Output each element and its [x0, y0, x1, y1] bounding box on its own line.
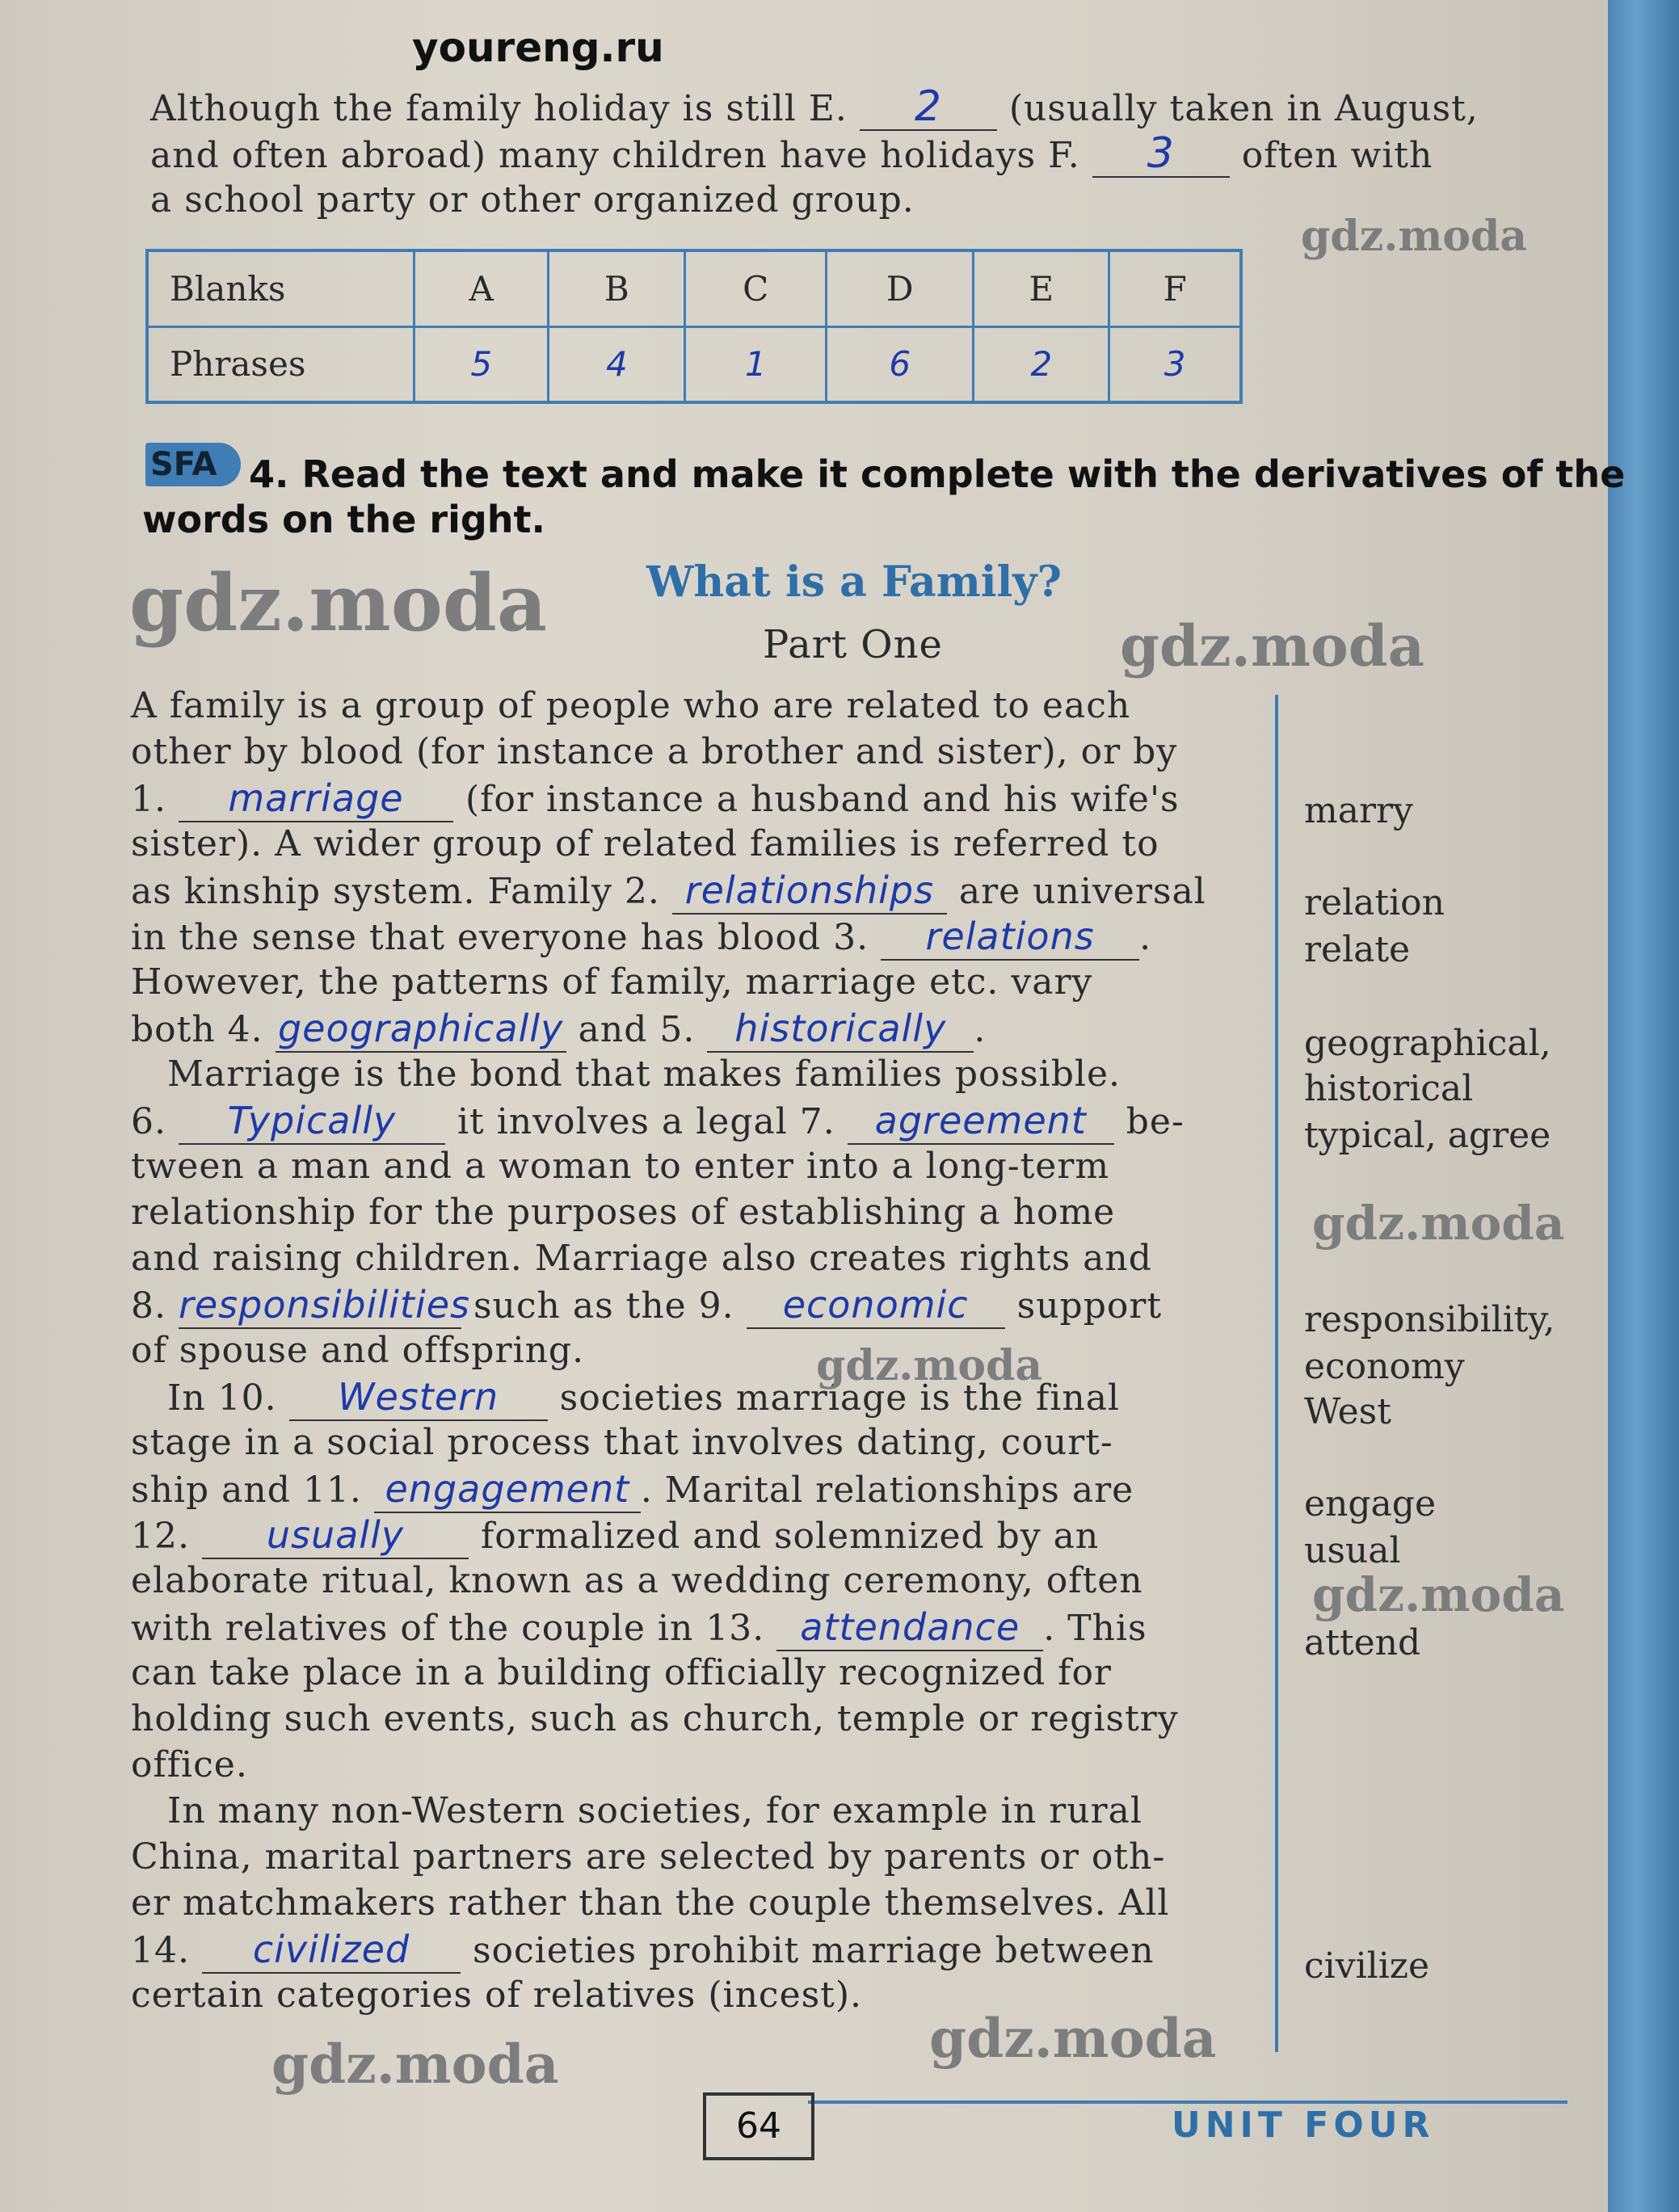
side-word: responsibility,	[1304, 1299, 1555, 1340]
side-word: attend	[1304, 1622, 1421, 1663]
table-row	[147, 326, 1241, 402]
text-segment: 1.	[131, 779, 179, 820]
text-line	[131, 868, 1206, 915]
table-header-cell: C	[685, 250, 827, 326]
text-line	[131, 1973, 862, 2018]
watermark: gdz.moda	[129, 557, 548, 649]
text-segment: . Marital relationships are	[640, 1470, 1134, 1511]
task-line-2: words on the right.	[142, 498, 546, 541]
table-row-label: Phrases	[147, 326, 414, 402]
text-segment: However, the patterns of family, marriage etc. vary	[131, 961, 1093, 1003]
table-header-cell: E	[974, 250, 1109, 326]
text-line	[131, 1236, 1152, 1281]
task-number: 4.	[249, 452, 289, 496]
table-header-cell: D	[827, 250, 974, 326]
text-segment: .	[1139, 917, 1152, 958]
table-header-cell: B	[549, 250, 685, 326]
page-number: 64	[703, 2092, 814, 2160]
answer-table	[145, 249, 1243, 404]
unit-label: UNIT FOUR	[1172, 2105, 1435, 2146]
text-line	[131, 960, 1092, 1005]
text-segment: as kinship system. Family 2.	[131, 871, 672, 912]
text-line	[131, 1466, 1134, 1513]
text-line	[131, 1789, 1142, 1834]
side-word: relation	[1304, 882, 1445, 923]
text-segment: sister). A wider group of related families is referred to	[131, 823, 1159, 864]
handwritten-answer: Typically	[179, 1098, 445, 1145]
text-line	[131, 1190, 1115, 1235]
text-line	[131, 1651, 1112, 1696]
intro-line-1	[150, 84, 1479, 132]
watermark: gdz.moda	[1120, 612, 1425, 679]
text-line	[131, 776, 1180, 822]
table-answer-cell: 2	[974, 326, 1109, 402]
intro-line-2	[150, 131, 1433, 179]
text-segment: and 5.	[566, 1009, 708, 1050]
text-segment: A family is a group of people who are related to each	[131, 685, 1131, 726]
site-name: youreng.ru	[412, 24, 664, 71]
text-line	[131, 1006, 986, 1053]
text-line	[131, 1144, 1109, 1189]
text-segment: office.	[131, 1744, 248, 1785]
text-segment: and raising children. Marriage also creates rights and	[131, 1238, 1152, 1279]
sfa-badge: SFA	[145, 443, 241, 486]
watermark: gdz.moda	[1312, 1196, 1565, 1251]
text-line	[131, 1098, 1185, 1145]
handwritten-answer: historically	[707, 1006, 974, 1053]
text-line	[131, 1052, 1121, 1097]
intro-text: (usually taken in August,	[1008, 88, 1479, 129]
table-answer-cell: 1	[685, 326, 827, 402]
column-divider	[1275, 695, 1278, 2052]
table-answer-cell: 3	[1109, 326, 1241, 402]
text-segment: support	[1004, 1285, 1163, 1327]
task-line-1	[249, 452, 1625, 496]
text-segment: can take place in a building officially recognized for	[131, 1652, 1112, 1693]
handwritten-answer: agreement	[848, 1098, 1114, 1145]
side-word: engage	[1304, 1483, 1436, 1524]
table-header-cell: F	[1109, 250, 1241, 326]
task-text: Read the text and make it complete with the derivatives of the	[301, 452, 1626, 496]
text-segment: (for instance a husband and his wife's	[452, 779, 1180, 820]
text-line	[131, 1282, 1162, 1329]
text-segment: relationship for the purposes of establishing a home	[131, 1192, 1116, 1233]
text-line	[131, 1881, 1169, 1926]
handwritten-answer: relations	[881, 914, 1139, 961]
text-segment: In many non-Western societies, for example in rural	[131, 1790, 1142, 1831]
text-segment: formalized and solemnized by an	[468, 1516, 1100, 1557]
text-segment: societies prohibit marriage between	[460, 1930, 1155, 1971]
side-word: marry	[1304, 790, 1413, 831]
handwritten-answer: civilized	[202, 1927, 461, 1974]
text-segment: in the sense that everyone has blood 3.	[131, 917, 882, 958]
intro-text: Although the family holiday is still E.	[150, 88, 848, 129]
text-line	[131, 1512, 1099, 1559]
text-segment: are universal	[946, 871, 1206, 912]
intro-text: often with	[1241, 135, 1433, 176]
side-word: usual	[1304, 1530, 1401, 1571]
text-line	[131, 914, 1151, 961]
table-answer-cell: 6	[827, 326, 974, 402]
text-segment: it involves a legal 7.	[444, 1101, 848, 1142]
watermark: gdz.moda	[816, 1341, 1043, 1390]
handwritten-answer: marriage	[179, 776, 453, 822]
text-segment: elaborate ritual, known as a wedding ceremony, often	[131, 1560, 1143, 1601]
side-word: historical	[1304, 1068, 1474, 1109]
text-segment: with relatives of the couple in 13.	[131, 1608, 777, 1649]
text-line	[131, 1420, 1113, 1466]
text-title: What is a Family?	[646, 557, 1062, 607]
text-line	[131, 1328, 584, 1373]
handwritten-answer: relationships	[672, 868, 947, 915]
text-segment: .	[974, 1009, 987, 1050]
text-segment: 14.	[131, 1930, 202, 1971]
table-row	[147, 250, 1241, 326]
watermark: gdz.moda	[929, 2007, 1217, 2070]
handwritten-answer: engagement	[374, 1466, 641, 1513]
text-segment: tween a man and a woman to enter into a long-term	[131, 1146, 1110, 1187]
side-word: typical, agree	[1304, 1115, 1551, 1156]
text-line	[131, 822, 1159, 867]
handwritten-answer: economic	[747, 1282, 1005, 1329]
text-segment: of spouse and offspring.	[131, 1330, 585, 1371]
watermark: gdz.moda	[1301, 212, 1528, 261]
text-segment: other by blood (for instance a brother and sister), or by	[131, 731, 1178, 772]
side-word: relate	[1304, 929, 1411, 970]
text-line	[131, 730, 1177, 775]
handwritten-answer: attendance	[776, 1604, 1043, 1651]
text-segment: holding such events, such as church, temple or registry	[131, 1698, 1179, 1739]
text-segment: Marriage is the bond that makes families possible.	[131, 1053, 1121, 1095]
text-line	[131, 683, 1130, 729]
text-segment: 8.	[131, 1285, 179, 1327]
text-segment: certain categories of relatives (incest).	[131, 1974, 863, 2016]
side-word: civilize	[1304, 1945, 1430, 1987]
table-answer-cell: 4	[549, 326, 685, 402]
text-line	[131, 1604, 1147, 1651]
side-word: economy	[1304, 1346, 1465, 1387]
text-line	[131, 1558, 1143, 1604]
text-segment: such as the 9.	[461, 1285, 747, 1327]
text-segment: . This	[1043, 1608, 1147, 1649]
answer-blank-E: 2	[860, 84, 997, 131]
text-segment: er matchmakers rather than the couple themselves. All	[131, 1882, 1170, 1924]
text-subtitle: Part One	[763, 622, 943, 667]
handwritten-answer: responsibilities	[179, 1282, 461, 1329]
side-word: geographical,	[1304, 1023, 1551, 1064]
table-row-label: Blanks	[147, 250, 414, 326]
text-segment: In 10.	[131, 1377, 289, 1419]
handwritten-answer: Western	[289, 1374, 548, 1421]
text-line	[131, 1835, 1165, 1880]
text-line	[131, 1697, 1179, 1742]
watermark: gdz.moda	[1312, 1567, 1565, 1622]
text-segment: 12.	[131, 1516, 202, 1557]
answer-blank-F: 3	[1092, 131, 1230, 178]
handwritten-answer: geographically	[276, 1006, 566, 1053]
text-segment: ship and 11.	[131, 1470, 374, 1511]
book-spine	[1608, 0, 1679, 2212]
text-line	[131, 1743, 248, 1788]
text-line	[131, 1927, 1155, 1974]
text-segment: 6.	[131, 1101, 179, 1142]
text-segment: be-	[1113, 1101, 1185, 1142]
text-segment: both 4.	[131, 1009, 276, 1050]
intro-text: and often abroad) many children have holidays F.	[150, 135, 1080, 176]
footer-line	[808, 2101, 1567, 2104]
intro-line-3: a school party or other organized group.	[150, 179, 915, 221]
table-answer-cell: 5	[414, 326, 549, 402]
table-header-cell: A	[414, 250, 549, 326]
text-segment: China, marital partners are selected by parents or oth-	[131, 1836, 1166, 1878]
text-segment: societies marriage is the final	[547, 1377, 1120, 1419]
watermark: gdz.moda	[271, 2033, 559, 2096]
text-segment: stage in a social process that involves dating, court-	[131, 1422, 1113, 1463]
handwritten-answer: usually	[202, 1512, 469, 1559]
side-word: West	[1304, 1391, 1391, 1432]
